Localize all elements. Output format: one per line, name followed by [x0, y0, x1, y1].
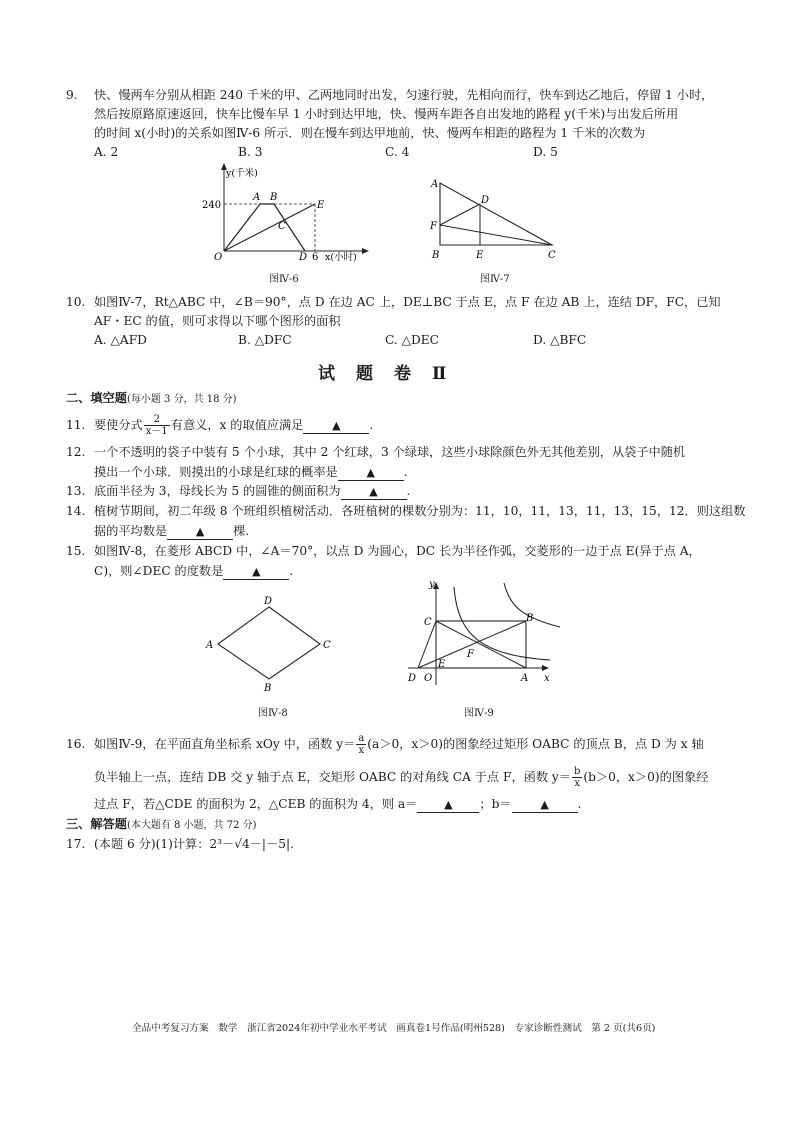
fig6-tick-240: 240 — [202, 200, 222, 211]
q11-row: 要使分式 $\frac{2}{x-1}$ 有意义，x 的取值应满足 ▲ . — [94, 414, 374, 437]
fig6-point-a: A — [253, 192, 261, 203]
q15-line2: C)，则∠DEC 的度数是 — [94, 564, 224, 578]
fig7-point-b: B — [432, 250, 440, 261]
fig6-point-c: C — [278, 221, 286, 232]
section-title: 试 题 卷 Ⅱ — [318, 364, 449, 384]
q10-option-b: B. △DFC — [238, 333, 292, 347]
fig6-fast-car-line — [224, 204, 305, 251]
q14-line1: 植树节期间，初二年级 8 个班组织植树活动．各班植树的棵数分别为：11，10，11，13，11，13，15，12．则这组数 — [94, 504, 746, 518]
fig7-point-a: A — [431, 179, 439, 190]
q11-number: 11. — [66, 418, 86, 432]
part2-heading: 二、填空题 — [66, 391, 127, 405]
q16-fraction-b: $\frac{b}{x}$ — [573, 766, 581, 789]
fig6-point-e: E — [317, 200, 325, 211]
fig8-point-a: A — [206, 640, 214, 651]
q9-line1: 快、慢两车分别从相距 240 千米的甲、乙两地同时出发，匀速行驶，先相向而行，快车到达乙地后，停留 1 小时， — [94, 88, 714, 102]
figure-iv-9 — [400, 575, 564, 691]
q16-number: 16. — [66, 737, 86, 751]
fig6-caption: 图Ⅳ-6 — [269, 274, 299, 285]
fig6-point-d: D — [299, 252, 308, 262]
q11-frac-den: x－1 — [145, 426, 168, 437]
q11-fraction — [144, 414, 170, 437]
q12-line1: 一个不透明的袋子中装有 5 个小球，其中 2 个红球，3 个绿球，这些小球除颜色外无其他差别，从袋子中随机 — [94, 445, 686, 459]
q14-line2-row: 据的平均数是 ▲ 棵. — [94, 524, 250, 538]
q12-line2: 摸出一个小球．则摸出的小球是红球的概率是 — [94, 465, 338, 479]
q10-option-a: A. △AFD — [94, 333, 147, 347]
fig6-y-label: y(千米) — [226, 168, 258, 179]
fig6-slow-car-line — [224, 204, 315, 251]
fig7-segment-fc — [440, 225, 552, 245]
part3-heading: 三、解答题 — [66, 817, 127, 831]
fig8-point-d: D — [264, 596, 273, 607]
q16-line3b: ；b＝ — [479, 797, 512, 811]
q10-number: 10. — [66, 295, 86, 309]
q13-number: 13. — [66, 484, 86, 498]
part3-heading-row — [66, 815, 257, 835]
fig9-point-d: D — [408, 673, 417, 684]
fig8-point-b: B — [264, 683, 272, 694]
q15-number: 15. — [66, 544, 86, 558]
figure-iv-8 — [202, 592, 342, 696]
q16-line2-row — [94, 760, 708, 794]
fig7-point-c: C — [548, 250, 556, 261]
q9-line2: 然后按原路原速返回，快车比慢车早 1 小时到达甲地，快、慢两车距各自出发地的路程 y(千米)与出发后所用 — [94, 107, 679, 121]
part2-heading-row — [66, 389, 237, 409]
q16-line1b: (a＞0，x＞0)的图象经过矩形 OABC 的顶点 B，点 D 为 x 轴 — [367, 737, 704, 751]
q16-line2b: (b＞0，x＞0)的图象经 — [583, 770, 709, 784]
q12-number: 12. — [66, 445, 86, 459]
q11-post: 有意义，x 的取值应满足 — [170, 418, 304, 432]
part2-note: (每小题 3 分，共 18 分) — [126, 394, 237, 405]
q13-text: 底面半径为 3，母线长为 5 的圆锥的侧面积为 — [94, 484, 341, 498]
fig9-point-c: C — [424, 617, 432, 628]
q11-answer-blank[interactable]: ▲ — [303, 418, 369, 434]
q16-line3a: 过点 F，若△CDE 的面积为 2，△CEB 的面积为 4，则 a＝ — [94, 797, 418, 811]
q15-line2-row: C)，则∠DEC 的度数是 ▲ . — [94, 564, 294, 578]
q14-line2: 据的平均数是 — [94, 524, 168, 538]
q13-answer-blank[interactable]: ▲ — [341, 484, 407, 500]
q16-answer-blank-a[interactable]: ▲ — [417, 797, 479, 813]
q16-line1-row — [94, 727, 704, 761]
fig9-diagonal-ca — [436, 621, 526, 668]
q9-number: 9. — [66, 88, 78, 102]
q12-line2-row: 摸出一个小球．则摸出的小球是红球的概率是 ▲ . — [94, 465, 408, 479]
q17-text: (本题 6 分)(1)计算：2³－√4－|－5|. — [94, 837, 294, 851]
fig8-point-c: C — [323, 640, 331, 651]
q16-line2a: 负半轴上一点，连结 DB 交 y 轴于点 E，交矩形 OABC 的对角线 CA 于点 F，函数 y＝ — [94, 770, 571, 784]
fig9-label-x: x — [544, 673, 550, 684]
figure-iv-6 — [194, 162, 374, 262]
fig7-point-f: F — [430, 221, 437, 232]
q9-option-c: C. 4 — [385, 145, 410, 159]
page-footer: 全品中考复习方案 数学 浙江省2024年初中学业水平考试 画真卷1号作品(明州528) 专家诊断性测试 第 2 页(共6页) — [132, 1023, 656, 1034]
part3-note: (本大题有 8 小题，共 72 分) — [126, 820, 257, 831]
fig9-caption: 图Ⅳ-9 — [464, 708, 494, 719]
fig7-segment-df — [440, 204, 480, 225]
q16-answer-blank-b[interactable]: ▲ — [512, 797, 578, 813]
fig7-caption: 图Ⅳ-7 — [480, 274, 510, 285]
fig7-point-d: D — [481, 195, 490, 206]
q16-line1a: 如图Ⅳ-9，在平面直角坐标系 xOy 中，函数 y＝ — [94, 737, 356, 751]
fig6-tick-6: 6 — [312, 252, 319, 262]
fig6-origin: O — [214, 252, 223, 262]
q16-line3-row: 过点 F，若△CDE 的面积为 2，△CEB 的面积为 4，则 a＝ ▲ ；b＝ ▲ . — [94, 797, 582, 811]
fig9-label-y: y — [429, 579, 435, 590]
q10-option-c: C. △DEC — [385, 333, 440, 347]
q11-pre: 要使分式 — [94, 418, 143, 432]
q10-line1: 如图Ⅳ-7，Rt△ABC 中，∠B＝90°，点 D 在边 AC 上，DE⊥BC 于点 E，点 F 在边 AB 上，连结 DF，FC，已知 — [94, 295, 721, 309]
fig7-triangle-abc — [440, 183, 552, 245]
fig8-caption: 图Ⅳ-8 — [258, 708, 288, 719]
q9-option-b: B. 3 — [238, 145, 263, 159]
q14-answer-blank[interactable]: ▲ — [167, 524, 233, 540]
q13-row: 底面半径为 3，母线长为 5 的圆锥的侧面积为 ▲ . — [94, 484, 411, 498]
fig7-point-e: E — [476, 250, 484, 261]
fig6-x-label: x(小时) — [325, 252, 357, 262]
fig9-point-e: E — [438, 659, 446, 670]
fig9-point-o: O — [424, 673, 433, 684]
q12-answer-blank[interactable]: ▲ — [338, 465, 404, 481]
q15-line1: 如图Ⅳ-8，在菱形 ABCD 中，∠A＝70°，以点 D 为圆心，DC 长为半径作弧，交菱形的一边于点 E(异于点 A， — [94, 544, 701, 558]
fig9-point-f: F — [467, 649, 474, 660]
fig6-point-b: B — [270, 192, 278, 203]
q11-frac-num: 2 — [144, 414, 170, 426]
q14-number: 14. — [66, 504, 86, 518]
q9-option-a: A. 2 — [94, 145, 119, 159]
q17-number: 17. — [66, 837, 86, 851]
fig9-point-b: B — [526, 613, 534, 624]
q10-line2: AF・EC 的值，则可求得以下哪个图形的面积 — [94, 314, 341, 328]
q15-answer-blank[interactable]: ▲ — [223, 564, 289, 580]
q9-line3: 的时间 x(小时)的关系如图Ⅳ-6 所示．则在慢车到达甲地前，快、慢两车相距的路程为 1 千米的次数为 — [94, 126, 646, 140]
figure-iv-7 — [424, 173, 564, 263]
fig9-point-a: A — [521, 673, 529, 684]
q10-option-d: D. △BFC — [533, 333, 587, 347]
fig9-segment-db — [418, 621, 526, 668]
q16-fraction-a: $\frac{a}{x}$ — [358, 733, 365, 756]
fig8-rhombus-abcd — [218, 607, 320, 679]
q9-option-d: D. 5 — [533, 145, 558, 159]
